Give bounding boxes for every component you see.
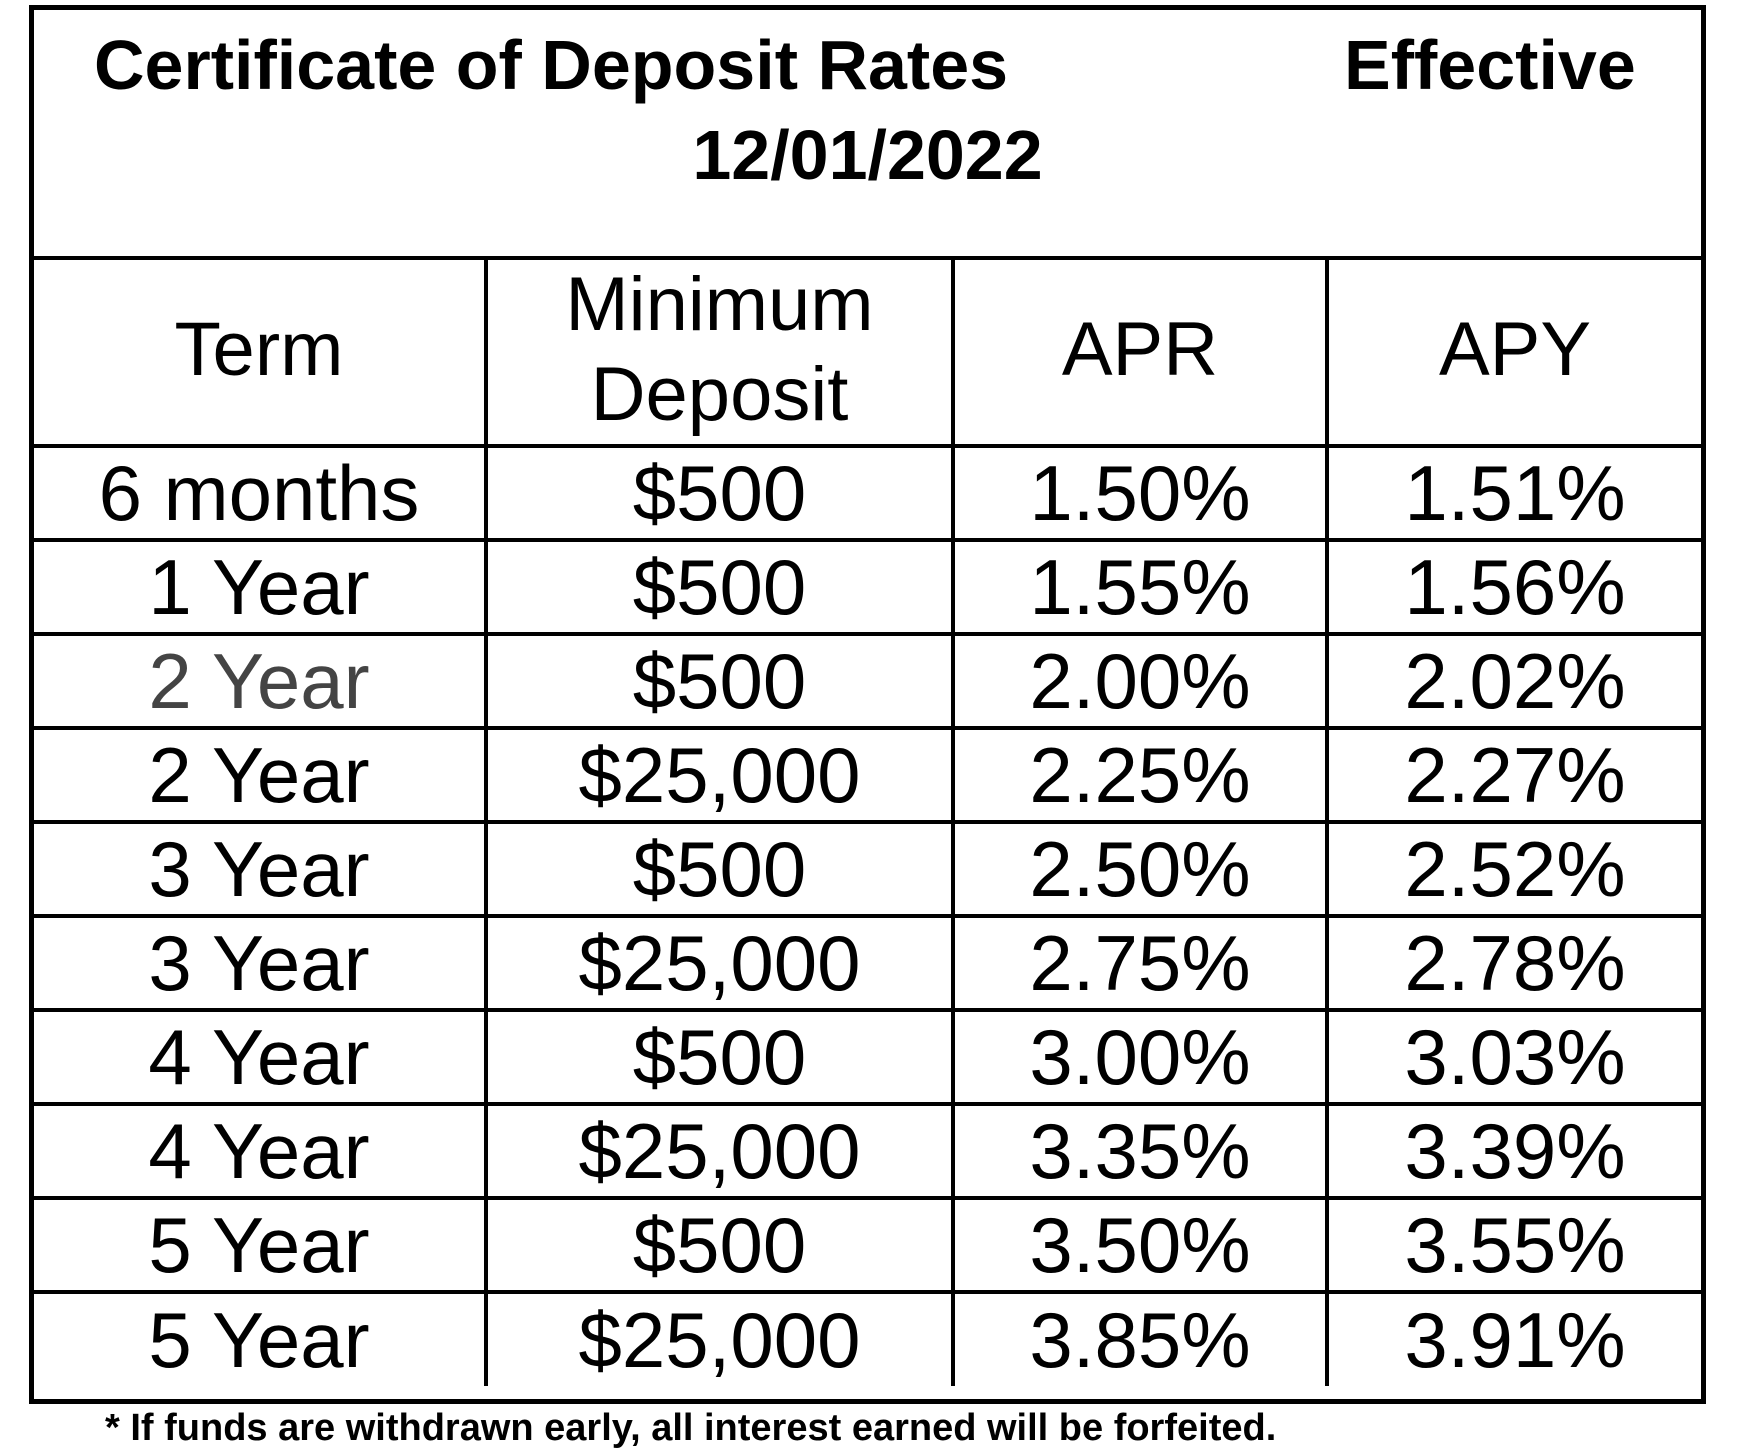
apr-cell: 2.00% bbox=[953, 634, 1327, 728]
apr-cell: 1.55% bbox=[953, 540, 1327, 634]
apr-cell: 3.35% bbox=[953, 1104, 1327, 1198]
minimum-deposit-cell: $500 bbox=[486, 446, 953, 540]
header-minimum-line2: Deposit bbox=[590, 352, 849, 437]
apy-cell: 3.39% bbox=[1327, 1104, 1701, 1198]
header-apy: APY bbox=[1327, 256, 1701, 446]
apy-cell: 1.56% bbox=[1327, 540, 1701, 634]
apr-cell: 3.00% bbox=[953, 1010, 1327, 1104]
minimum-deposit-cell: $500 bbox=[486, 634, 953, 728]
apr-cell: 3.50% bbox=[953, 1198, 1327, 1292]
apr-cell: 1.50% bbox=[953, 446, 1327, 540]
apr-cell: 2.25% bbox=[953, 728, 1327, 822]
minimum-deposit-cell: $25,000 bbox=[486, 916, 953, 1010]
apr-cell: 2.50% bbox=[953, 822, 1327, 916]
header-minimum-line1: Minimum bbox=[565, 262, 874, 347]
apy-cell: 1.51% bbox=[1327, 446, 1701, 540]
apr-cell: 3.85% bbox=[953, 1292, 1327, 1386]
minimum-deposit-cell: $500 bbox=[486, 540, 953, 634]
apy-cell: 3.55% bbox=[1327, 1198, 1701, 1292]
header-row bbox=[34, 256, 1701, 446]
minimum-deposit-cell: $25,000 bbox=[486, 728, 953, 822]
table-row bbox=[34, 446, 1701, 540]
table-row bbox=[34, 1292, 1701, 1386]
rate-sheet bbox=[29, 5, 1706, 1404]
minimum-deposit-cell: $25,000 bbox=[486, 1292, 953, 1386]
early-withdrawal-footnote: * If funds are withdrawn early, all interest earned will be forfeited. bbox=[105, 1407, 1277, 1449]
minimum-deposit-cell: $500 bbox=[486, 1198, 953, 1292]
table-row bbox=[34, 634, 1701, 728]
term-cell: 4 Year bbox=[34, 1104, 486, 1198]
term-cell: 4 Year bbox=[34, 1010, 486, 1104]
term-cell: 2 Year bbox=[34, 634, 486, 728]
apy-cell: 2.52% bbox=[1327, 822, 1701, 916]
apy-cell: 3.03% bbox=[1327, 1010, 1701, 1104]
term-cell: 6 months bbox=[34, 446, 486, 540]
table-row bbox=[34, 916, 1701, 1010]
apr-cell: 2.75% bbox=[953, 916, 1327, 1010]
header-apr: APR bbox=[953, 256, 1327, 446]
minimum-deposit-cell: $25,000 bbox=[486, 1104, 953, 1198]
term-cell: 3 Year bbox=[34, 822, 486, 916]
table-row bbox=[34, 1198, 1701, 1292]
term-cell: 5 Year bbox=[34, 1292, 486, 1386]
effective-date: 12/01/2022 bbox=[692, 116, 1043, 194]
document-title: Certificate of Deposit Rates bbox=[94, 26, 1009, 104]
table-row bbox=[34, 822, 1701, 916]
header-term: Term bbox=[34, 256, 486, 446]
rates-table bbox=[34, 256, 1701, 1386]
title-block bbox=[34, 10, 1701, 260]
apy-cell: 2.27% bbox=[1327, 728, 1701, 822]
term-cell: 5 Year bbox=[34, 1198, 486, 1292]
minimum-deposit-cell: $500 bbox=[486, 1010, 953, 1104]
apy-cell: 2.78% bbox=[1327, 916, 1701, 1010]
term-cell: 3 Year bbox=[34, 916, 486, 1010]
term-cell: 1 Year bbox=[34, 540, 486, 634]
minimum-deposit-cell: $500 bbox=[486, 822, 953, 916]
table-row bbox=[34, 1104, 1701, 1198]
header-minimum-deposit bbox=[486, 256, 953, 446]
apy-cell: 3.91% bbox=[1404, 1296, 1626, 1384]
term-cell: 2 Year bbox=[34, 728, 486, 822]
apy-cell: 2.02% bbox=[1327, 634, 1701, 728]
table-row bbox=[34, 540, 1701, 634]
table-row bbox=[34, 728, 1701, 822]
table-row bbox=[34, 1010, 1701, 1104]
effective-label: Effective bbox=[1344, 26, 1636, 104]
